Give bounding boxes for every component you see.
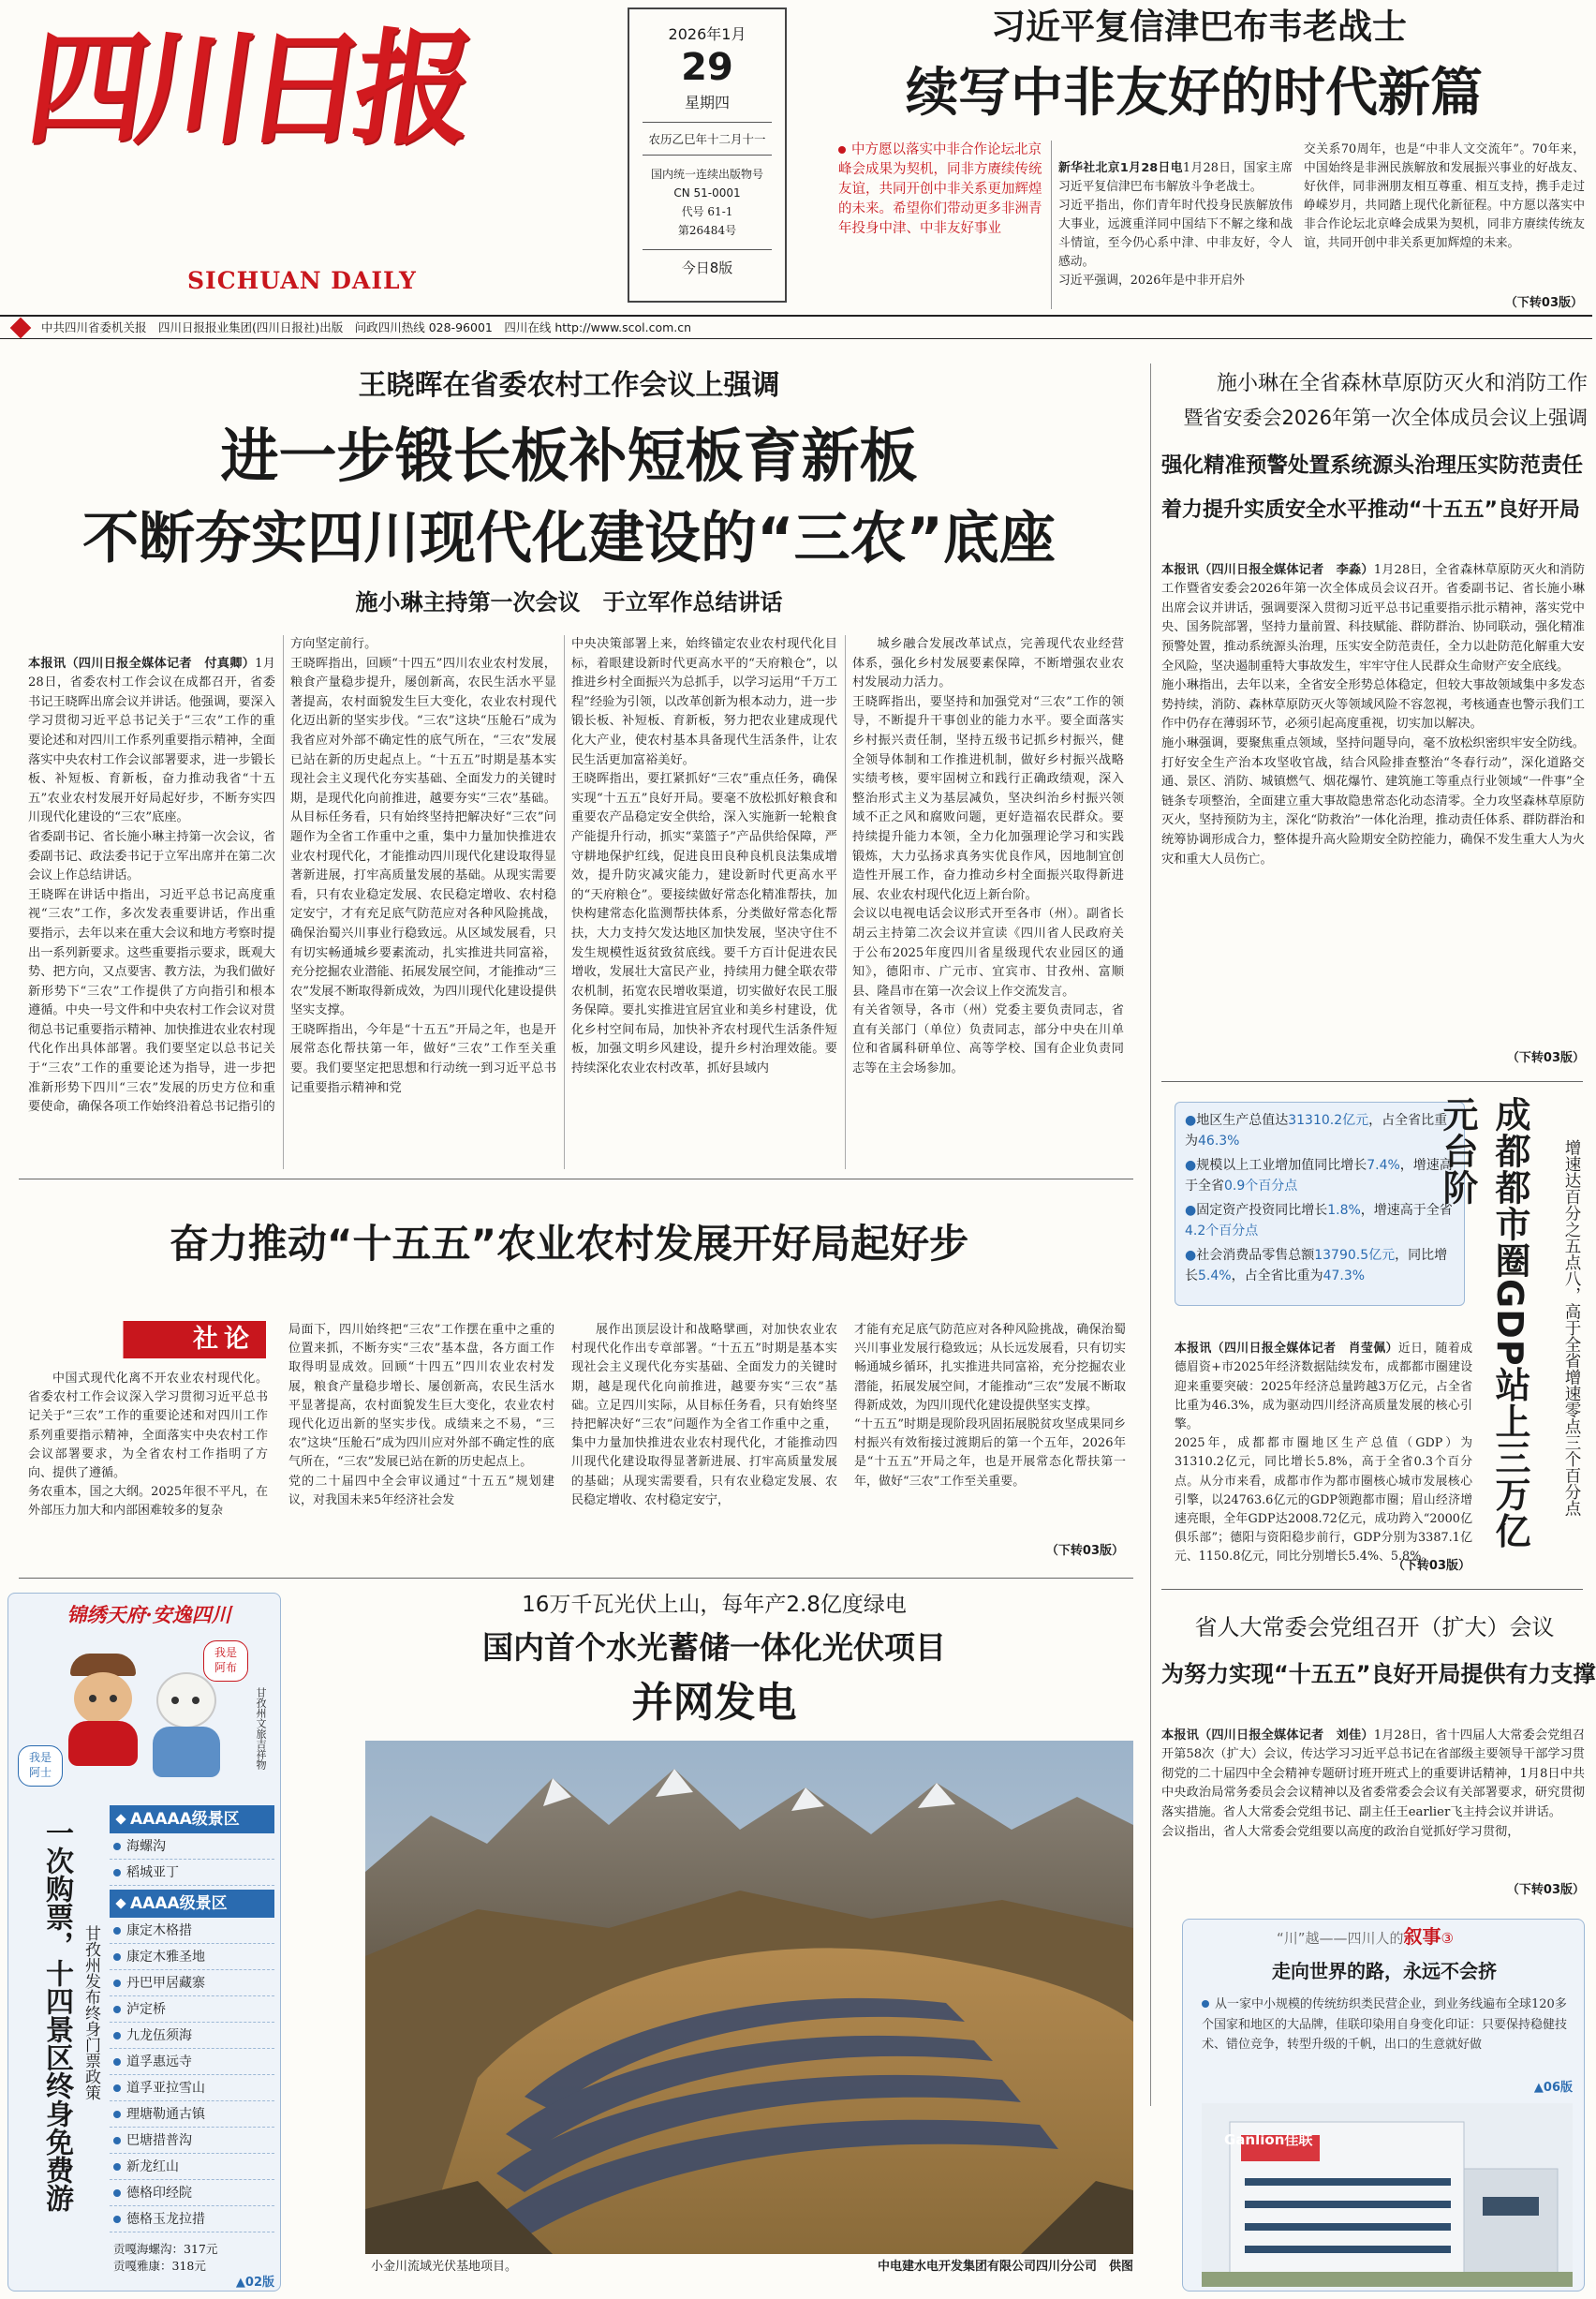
weekday: 星期四 (684, 94, 730, 111)
top-story-continued[interactable]: （下转03版） (1504, 296, 1583, 310)
lead-col1-text: 1月28日，省委农村工作会议在成都召开，省委书记王晓晖出席会议并讲话。他强调，要深入学习贯彻习近平总书记关于“三农”工作的重要论述和对四川工作系列重要指示精神，全面落实中央农村工作会议部署要求，进一步锻长板、补短板、育新板，奋力推动我省“十五五”农业农村发展开好局起好步，不断夯实四川现代化建设的“三农”底座。 省委副书记、省长施小琳主持第一次会议，省委副书记、政法委书记于立军出席并在第二次会议上作总结讲话。 王晓晖在讲话中指出，习近平总书记高度重视“三农”工作，多次发表重要讲话，作出重要指示，去年以来在重大会议和地方考察时提出一系列新要求。这些重要指示要求，既观大势、把方向，又点要害、教方法，为我们做好新形势下“三农”工作提供了方向指引和根本遵循。中央一号文件和中央农村工作会议对贯彻总书记重要指示精神、加快推进农业农村现代化作出具体部署。我们要坚定以总书记关于“三农”工作的重要论述为指导，进一步把准新形势下四川“三农”发展的历史方位和重要使命，确保各项工作始终沿着总书记指引的 (28, 656, 275, 1115)
safety-byline: 本报讯（四川日报全媒体记者 李淼） (1161, 562, 1374, 577)
scenic-item: 德格玉龙拉措 (110, 2206, 274, 2232)
photo-title2[interactable]: 并网发电 (631, 1679, 797, 1727)
column-text: 从一家中小规模的传统纺织类民营企业，到业务线遍布全球120多个国家和地区的大品牌，佳联印染用自身变化印证：只要保持稳健技术、错位竞争，转型升级的千帆，出口的生意就好做 (1202, 1997, 1568, 2052)
tourism-box (7, 1593, 281, 2292)
gdp-stats-box (1175, 1102, 1465, 1306)
safety-title2-b: “十五五”良好开局 (1409, 498, 1580, 522)
npc-body (1161, 1707, 1585, 1879)
cn-code: CN 51-0001 (673, 186, 741, 200)
safety-title2[interactable] (1161, 491, 1588, 530)
lead-col4: 城乡融合发展改革试点，完善现代农业经营体系，强化乡村发展要素保障，不断增强农业农村发展动力活力。 王晓晖指出，要坚持和加强党对“三农”工作的领导，不断提升干事创业的能力水平。要全面落实乡村振兴责任制，坚持五级书记抓乡村振兴，健全领导体制和工作推进机制，做好乡村振兴战略实绩考核，要牢固树立和践行正确政绩观，深入整治形式主义为基层减负，坚决纠治乡村振兴领域不正之风和腐败问题，更好造福农民群众。要持续提升能力本领，全力化加强理论学习和实践锻炼，大力弘扬求真务实优良作风，因地制宜创造性开展工作，奋力推动乡村全面振兴取得新进展、农业农村现代化迈上新台阶。 会议以电视电话会议形式开至各市（州）。副省长胡云主持第二次会议并宣读《四川省人民政府关于公布2025年度四川省星级现代农业园区的通知》，德阳市、广元市、宜宾市、甘孜州、富顺县、隆昌市在第一次会议上作交流发言。 有关省领导，各市（州）党委主要负责同志，省直有关部门（单位）负责同志，部分中央在川单位和省属科研单位、高等学校、国有企业负责同志等在主会场参加。 (852, 637, 1124, 1076)
lead-col1 (28, 635, 275, 1175)
scenic-item: 丹巴甲居藏寨 (110, 1970, 274, 1996)
mascot-caption: 甘孜州文旅吉祥物 (255, 1687, 267, 1770)
date-day: 29 (681, 46, 733, 89)
factory-image (1202, 2103, 1573, 2287)
scenic-item: 海螺沟 (110, 1833, 274, 1860)
npc-story (1161, 1593, 1596, 1902)
lead-title2-b: “三农”底座 (757, 506, 1056, 571)
pages-count: 今日8版 (681, 260, 733, 276)
gdp-stat-4: ●社会消费品零售总额13790.5亿元，同比增长5.4%，占全省比重为47.3% (1185, 1248, 1448, 1283)
editorial-col4: 才能有充足底气防范应对各种风险挑战，确保治蜀兴川事业发展行稳致远；从长远发展看，只有切实畅通城乡循环，扎实推进共同富裕，充分挖掘农业潜能，拓展发展空间，才能推动“三农”发展不断取得新成效，为四川现代化建设提供坚实支撑。 “十五五”时期是现阶段巩固拓展脱贫攻坚成果同乡村振兴有效衔接过渡期后的第一个五年，2026年是“十五五”开局之年，也是开展常态化帮扶第一年，做好“三农”工作至关重要。 (854, 1323, 1126, 1489)
npc-byline: 本报讯（四川日报全媒体记者 刘佳） (1161, 1728, 1374, 1743)
lead-kicker[interactable]: 王晓晖在省委农村工作会议上强调 (358, 369, 780, 402)
column-continued[interactable]: ▲06版 (1533, 2081, 1573, 2095)
tourism-subtitle: 甘孜州发布终身门票政策 (81, 1925, 100, 2100)
top-story-sidebar-text: 中方愿以落实中非合作论坛北京峰会成果为契机，同非方赓续传统友谊，共同开创中非关系更加辉煌的未来。希望你们带动更多非洲青年投身中津、中非友好事业 (838, 142, 1042, 236)
tourism-banner: 锦绣天府·安逸四川 (66, 1603, 231, 1626)
editorial-col1: 中国式现代化离不开农业农村现代化。省委农村工作会议深入学习贯彻习近平总书记关于“三农”工作的重要论述和对四川工作系列重要指示精神，全面落实中央农村工作会议部署要求，为全省农村工作指明了方向、提供了遵循。 务农重本，国之大纲。2025年很不平凡，在外部压力加大和内部困难较多的复杂 (28, 1372, 268, 1519)
date-year-month: 2026年1月 (668, 25, 746, 43)
scenic-item: 康定木格措 (110, 1918, 274, 1944)
gdp-byline: 本报讯（四川日报全媒体记者 肖莹佩） (1175, 1342, 1398, 1357)
scenic-item: 新龙红山 (110, 2154, 274, 2180)
date-box (628, 7, 787, 303)
scenic-item: 康定木雅圣地 (110, 1944, 274, 1970)
scenic-item: 德格印经院 (110, 2180, 274, 2206)
editorial-col2: 局面下，四川始终把“三农”工作摆在重中之重的位置来抓，不断夯实“三农”基本盘，各方面工作取得明显成效。回顾“十四五”四川农业农村发展，粮食产量稳步增长、屡创新高，农民生活水平显著提高，农村面貌发生巨大变化，农业农村现代化迈出新的坚实步伐。成绩来之不易，“三农”这块“压舱石”成为四川应对外部不确定性的底气所在，“三农”发展已站在新的历史起点上。 党的二十届四中全会审议通过“十五五”规划建议，对我国未来5年经济社会发 (288, 1323, 554, 1507)
lead-col2: 方向坚定前行。 王晓晖指出，回顾“十四五”四川农业农村发展，粮食产量稳步提升，屡创新高，农民生活水平显著提高，农村面貌发生巨大变化，农业农村现代化迈出新的坚实步伐。“三农”这块“压舱石”成为我省应对外部不确定性的底气所在，“三农”发展已站在新的历史起点上。“十五五”时期是基本实现社会主义现代化夯实基础、全面发力的关键时期，是现代化向前推进，越要夯实“三农”基础。从目标任务看，只有始终坚持把解决好“三农”问题作为全省工作重中之重，集中力量加快推进农业农村现代化，才能推动四川现代化建设取得显著新进展，打牢高质量发展的基础。从现实需要看，只有农业稳定发展、农民稳定增收、农村稳定安宁，才有充足底气防范应对各种风险挑战，确保治蜀兴川事业行稳致远。从区域发展看，只有切实畅通城乡要素流动，扎实推进共同富裕，充分挖掘农业潜能、拓展发展空间，才能推动“三农”发展不断取得新成效，为四川现代化建设提供坚实支撑。 王晓晖指出，今年是“十五五”开局之年，也是开展常态化帮扶第一年，做好“三农”工作至关重要。我们要坚定把思想和行动统一到习近平总书记重要指示精神和党 (290, 637, 556, 1095)
photo-title1[interactable]: 国内首个水光蓄储一体化光伏项目 (482, 1629, 946, 1666)
publisher-icon (10, 318, 32, 339)
editorial-title-b: “十五五”农业农村发展开好局起好步 (326, 1221, 969, 1267)
scenic-group-5a: AAAAA级景区 (110, 1805, 274, 1833)
scenic-item: 稻城亚丁 (110, 1860, 274, 1886)
publisher-line: 中共四川省委机关报 四川日报报业集团(四川日报社)出版 问政四川热线 028-96001 四川在线 http://www.scol.com.cn (41, 320, 692, 334)
scenic-item: 九龙伍须海 (110, 2023, 274, 2049)
top-story-col1 (1058, 141, 1293, 309)
mascot-ashi (147, 1672, 226, 1777)
masthead-english: SICHUAN DAILY (187, 267, 417, 294)
column-title[interactable]: 走向世界的路，永远不会挤 (1272, 1960, 1497, 1982)
safety-kicker1[interactable]: 施小琳在全省森林草原防灭火和消防工作 (1216, 372, 1588, 395)
safety-body (1161, 541, 1585, 1044)
photo-story (290, 1585, 1138, 2297)
lead-story (0, 345, 1138, 1291)
mascot-abu (61, 1654, 143, 1766)
lead-col3: 中央决策部署上来，始终锚定农业农村现代化目标，着眼建设新时代更高水平的“天府粮仓”，以推进乡村全面振兴为总抓手，以学习运用“千万工程”经验为引领，以改革创新为根本动力，进一步锻长板、补短板、育新板，努力把农业建成现代化大产业，使农村基本具备现代生活条件，让农民生活更加富裕美好。 王晓晖指出，要扛紧抓好“三农”重点任务，确保实现“十五五”良好开局。要毫不放松抓好粮食和重要农产品稳定安全供给，深入实施新一轮粮食产能提升行动，抓实“菜篮子”产品供给保障，严守耕地保护红线，促进良田良种良机良法集成增效，提升防灾减灾能力，建设新时代更高水平的“天府粮仓”。要接续做好常态化精准帮扶，加快构建常态化监测帮扶体系，分类做好常态化帮扶，大力支持欠发达地区加快发展，坚决守住不发生规模性返贫致贫底线。要千方百计促进农民增收，发展壮大富民产业，持续用力健全联农带农机制，拓宽农民增收渠道，切实做好农民工服务保障。要扎实推进宜居宜业和美乡村建设，优化乡村空间布局，加快补齐农村现代生活条件短板，加强文明乡风建设，提升乡村治理效能。要持续深化农业农村改革，抓好县域内 (571, 637, 837, 1076)
mascot-ashi-label: 我是阿士 (18, 1745, 63, 1787)
factory-brand: Ganlion佳联 (1224, 2131, 1313, 2148)
editorial-title-a: 奋力推动 (169, 1221, 327, 1267)
gdp-body (1175, 1321, 1473, 1565)
npc-title-a: 为努力实现 (1161, 1661, 1274, 1687)
photo-image (365, 1741, 1133, 2254)
scenic-group-4a: AAAA级景区 (110, 1890, 274, 1918)
safety-title2-a: 着力提升实质安全水平推动 (1161, 498, 1410, 522)
gdp-story (1161, 1087, 1588, 1583)
photo-credit: 中电建水电开发集团有限公司四川分公司 供图 (877, 2260, 1133, 2274)
scenic-item: 巴塘措普沟 (110, 2128, 274, 2154)
gdp-stat-3: ●固定资产投资同比增长1.8%，增速高于全省4.2个百分点 (1185, 1203, 1453, 1238)
safety-text: 1月28日，全省森林草原防灭火和消防工作暨省安委会2026年第一次全体成员会议召开。省委副书记、省长施小琳出席会议并讲话，强调要深入贯彻习近平总书记重要指示批示精神，落实党中央、国务院部署，坚持力量前置、科技赋能、群防群治、协同联动，强化精准预警处置，推动系统源头治理，压实安全防范责任，全力以赴防范化解重大安全风险，坚决遏制重特大事故发生，牢牢守住人民群众生命财产安全底线。 施小琳指出，去年以来，全省安全形势总体稳定，但较大事故领域集中多发态势持续，消防、森林草原防灭火等领域风险不容忽视，考核通查也警示我们工作中仍存在薄弱环节，必须引起高度重视，切实加以解决。 施小琳强调，要聚焦重点领域，坚持问题导向，毫不放松织密织牢安全防线。打好安全生产治本攻坚收官战，结合风险排查整治“冬春行动”，深化道路交通、景区、消防、城镇燃气、烟花爆竹、建筑施工等重点行业领域“一件事”全链条专项整治，全面建立重大事故隐患常态化动态清零。全力攻坚森林草原防灭火，坚持预防为主，深化“防救治”一体化治理，推动责任体系、群防群治和统筹协调形成合力，整体提升高火险期安全防控能力，确保不发生重大人为火灾和重大人员伤亡。 (1161, 562, 1586, 867)
masthead (0, 0, 1592, 334)
top-story-title2[interactable]: 续写中非友好的时代新篇 (906, 63, 1483, 124)
top-story-title1[interactable]: 习近平复信津巴布韦老战士 (991, 7, 1407, 47)
tourism-price1: 贡嘎海螺沟：317元 (113, 2242, 218, 2256)
top-story-col2: 交关系70周年，也是“中非人文交流年”。70年来，中国始终是非洲民族解放和发展振兴事业的好战友、好伙伴，同非洲朋友相互尊重、相互支持，携手走过峥嵘岁月，共同踏上现代化新征程。中方愿以落实中非合作论坛北京峰会成果为契机，同非方赓续传统友谊，共同开创中非关系更加辉煌的未来。 (1304, 142, 1585, 250)
solar-mountain-photo (365, 1741, 1133, 2254)
scenic-item: 道孚惠远寺 (110, 2049, 274, 2075)
scenic-list (110, 1805, 274, 2236)
masthead-logo: 四川日报 (19, 15, 475, 162)
scenic-item: 理塘勒通古镇 (110, 2101, 274, 2128)
safety-story (1161, 363, 1588, 1075)
lead-subtitle: 施小琳主持第一次会议 于立军作总结讲话 (355, 589, 783, 616)
scenic-item: 道孚亚拉雪山 (110, 2075, 274, 2101)
editorial-label (67, 1321, 266, 1358)
scenic-item: 泸定桥 (110, 1996, 274, 2023)
lead-byline: 本报讯（四川日报全媒体记者 付真卿） (28, 656, 256, 671)
lead-title2-a: 不断夯实四川现代化建设的 (82, 506, 758, 571)
editorial (0, 1182, 1143, 1566)
npc-kicker[interactable]: 省人大常委会党组召开（扩大）会议 (1194, 1614, 1555, 1640)
tourism-title[interactable]: 一次购票，十四景区终身免费游 (40, 1818, 73, 2212)
editorial-title[interactable] (0, 1216, 1138, 1272)
issue-number: 第26484号 (677, 224, 737, 237)
gdp-vertical-title[interactable]: 成都都市圈GDP站上三万亿元台阶 (1437, 1096, 1530, 1550)
gdp-continued[interactable]: （下转03版） (1392, 1559, 1470, 1573)
tourism-price2: 贡嘎雅康：318元 (113, 2259, 206, 2273)
postal-code: 代号 61-1 (681, 205, 733, 218)
issn-label: 国内统一连续出版物号 (650, 168, 763, 181)
editorial-col3: 展作出顶层设计和战略擘画，对加快农业农村现代化作出专章部署。“十五五”时期是基本实现社会主义现代化夯实基础、全面发力的关键时期，越是现代化向前推进，越要夯实“三农”基础。立足四川实际，从目标任务看，只有始终坚持把解决好“三农”问题作为全省工作重中之重，集中力量加快推进农业农村现代化，才能推动四川现代化建设取得显著新进展、打牢高质量发展的基础；从现实需要看，只有农业稳定发展、农民稳定增收、农村稳定安宁， (571, 1323, 837, 1507)
safety-kicker2[interactable]: 暨省安委会2026年第一次全体成员会议上强调 (1183, 407, 1588, 429)
gdp-text: 近日，随着成德眉资+市2025年经济数据陆续发布，成都都市圈建设迎来重要突破：2025年经济总量跨越3万亿元，占全省比重为46.3%，成为驱动四川经济高质量发展的核心引擎。 2025年，成都都市圈地区生产总值（GDP）为31310.2亿元，同比增长5.8%，高于全省0.3个百分点。从分市来看，成都市作为都市圈核心城市发展核心引擎，以24763.6亿元的GDP领跑都市圈；眉山经济增速亮眼，全年GDP达2008.72亿元，成功跨入“2000亿俱乐部”；德阳与资阳稳步前行，GDP分别为3387.1亿元、1150.8亿元，同比分别增长5.4%、5.8%。 (1175, 1342, 1473, 1565)
editorial-continued[interactable]: （下转03版） (1045, 1544, 1124, 1558)
mascot-abu-label: 我是阿布 (203, 1640, 248, 1682)
editorial-label-text: 社论 (193, 1325, 255, 1354)
safety-title1[interactable]: 强化精准预警处置系统源头治理压实防范责任 (1161, 453, 1584, 478)
column-name: “川”越——四川人的叙事③ (1277, 1925, 1454, 1948)
npc-continued[interactable]: （下转03版） (1506, 1883, 1585, 1897)
tourism-continued[interactable]: ▲02版 (235, 2276, 274, 2290)
lead-title1[interactable]: 进一步锻长板补短板育新板 (220, 422, 918, 490)
column-box (1182, 1919, 1585, 2292)
publisher-bar (0, 315, 1592, 339)
gdp-stat-2: ●规模以上工业增加值同比增长7.4%，增速高于全省0.9个百分点 (1185, 1158, 1453, 1194)
photo-caption: 小金川流域光伏基地项目。 (371, 2260, 518, 2274)
npc-title-b: “十五五”良好开局提供有力支撑 (1274, 1661, 1596, 1687)
npc-title[interactable] (1161, 1654, 1596, 1694)
lead-title2[interactable] (0, 500, 1138, 577)
lunar-date: 农历乙巳年十二月十一 (648, 132, 766, 146)
top-story-dateline: 新华社北京1月28日电 (1058, 161, 1183, 175)
gdp-vertical-subtitle: 增速达百分之五点八，高于全省增速零点三个百分点 (1562, 1139, 1581, 1517)
top-story-sidebar (838, 141, 1042, 311)
npc-text: 1月28日，省十四届人大常委会党组召开第58次（扩大）会议，传达学习习近平总书记在省部级主要领导干部学习贯彻党的二十届四中全会精神专题研讨班开班式上的重要讲话精神，1月8日中共中央政治局常务委员会会议精神以及省委常委会会议有关部署要求，研究贯彻落实措施。省人大常委会党组书记、副主任王earlier飞主持会议并讲话。 会议指出，省人大常委会党组要以高度的政治自觉抓好学习贯彻， (1161, 1728, 1586, 1839)
safety-continued[interactable]: （下转03版） (1506, 1051, 1585, 1065)
photo-kicker[interactable]: 16万千瓦光伏上山，每年产2.8亿度绿电 (522, 1593, 907, 1617)
gdp-stat-1: ●地区生产总值达31310.2亿元，占全省比重为46.3% (1185, 1113, 1448, 1149)
top-story-col1-text: 1月28日，国家主席习近平复信津巴布韦解放斗争老战士。 习近平指出，你们青年时代投身民族解放伟大事业，远渡重洋同中国结下不解之缘和战斗情谊，至今仍心系中津、中非友好，令人感动。 习近平强调，2026年是中非开启外 (1058, 161, 1293, 288)
